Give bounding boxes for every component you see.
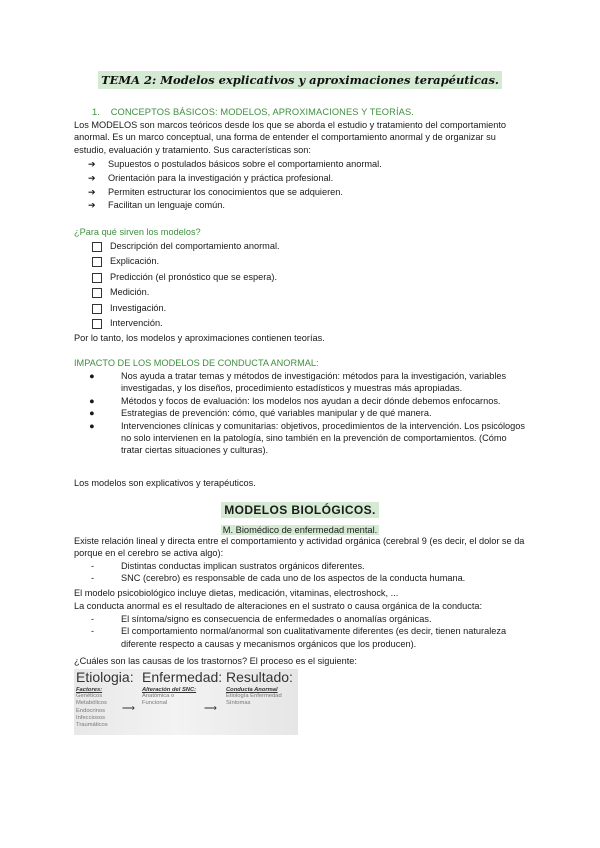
- checklist-item: Predicción (el pronóstico que se espera).: [74, 270, 529, 285]
- section2-question: ¿Cuáles son las causas de los trastornos? El proceso es el siguiente:: [74, 656, 357, 666]
- diagram-header: Enfermedad:: [142, 669, 223, 685]
- checklist-item: Medición.: [74, 285, 529, 300]
- section1-intro: Los MODELOS son marcos teóricos desde los que se aborda el estudio y tratamiento del comportamiento anormal. Es un marco conceptual, una forma de entender el comportamiento anormal y de organizar su estudio, evaluación y tratamiento. Sus características son:: [74, 120, 507, 155]
- bullet-icon: ●: [89, 395, 95, 406]
- list-item: - SNC (cerebro) es responsable de cada uno de los aspectos de la conducta humana.: [91, 573, 466, 584]
- impact-conclusion: Los modelos son explicativos y terapéuticos.: [74, 478, 256, 488]
- dash-bullet-icon: -: [91, 561, 95, 571]
- list-item: ➔ Permiten estructurar los conocimientos que se adquieren.: [74, 186, 529, 200]
- arrow-bullet-icon: ➔: [88, 172, 96, 183]
- checklist-item: Explicación.: [74, 254, 529, 269]
- dash-bullet-icon: -: [91, 626, 95, 637]
- checklist-item: Intervención.: [74, 316, 529, 331]
- diagram-arrow-icon: ⟶: [122, 703, 135, 713]
- diagram-header: Etiologia:: [76, 669, 134, 685]
- checklist-item: Descripción del comportamiento anormal.: [74, 239, 529, 254]
- list-item: ● Estrategias de prevención: cómo, qué variables manipular y de qué manera.: [89, 408, 432, 419]
- section2-subheading: M. Biomédico de enfermedad mental.: [222, 525, 378, 535]
- purpose-conclusion: Por lo tanto, los modelos y aproximaciones contienen teorías.: [74, 333, 325, 343]
- checkbox[interactable]: [92, 288, 102, 298]
- diagram-column-result: Resultado: Conducta Anormal Etiología Enfermedad Síntomas: [226, 669, 293, 707]
- impacts-list: [74, 370, 529, 457]
- dash-bullet-icon: -: [91, 614, 95, 624]
- bullet-icon: ●: [89, 371, 95, 381]
- section2-line2: El modelo psicobiológico incluye dietas, medicación, vitaminas, electroshock, ...: [74, 588, 399, 598]
- diagram-subheader: Conducta Anormal: [226, 687, 278, 693]
- document-title: TEMA 2: Modelos explicativos y aproximaciones terapéuticas.: [98, 71, 502, 89]
- section2-line3: La conducta anormal es el resultado de alteraciones en el sustrato o causa orgánica de la conducta:: [74, 601, 483, 611]
- list-item: - Distintas conductas implican sustratos orgánicos diferentes.: [91, 561, 365, 571]
- arrow-bullet-icon: ➔: [88, 186, 96, 197]
- list-item: ➔ Orientación para la investigación y práctica profesional.: [74, 172, 529, 186]
- bullet-icon: ●: [89, 408, 95, 419]
- purpose-question: ¿Para qué sirven los modelos?: [74, 227, 201, 237]
- checkbox[interactable]: [92, 319, 102, 329]
- bullet-icon: ●: [89, 420, 95, 431]
- impact-heading: IMPACTO DE LOS MODELOS DE CONDUCTA ANORMAL:: [74, 358, 319, 368]
- checkbox[interactable]: [92, 304, 102, 314]
- diagram-arrow-icon: ⟶: [204, 703, 217, 713]
- section2-heading: MODELOS BIOLÓGICOS.: [221, 502, 379, 518]
- purposes-checklist: [74, 239, 529, 331]
- section2-points1: [74, 560, 529, 585]
- section2-points2: [74, 613, 529, 650]
- checkbox[interactable]: [92, 257, 102, 267]
- diagram-column-disease: Enfermedad: Alteración del SNC: Anatómica o Funcional: [142, 669, 223, 707]
- section1-number: 1.: [92, 107, 100, 117]
- checklist-item: Investigación.: [74, 301, 529, 316]
- section1-heading-text: CONCEPTOS BÁSICOS: MODELOS, APROXIMACIONES Y TEORÍAS.: [110, 107, 414, 117]
- list-item: ➔ Supuestos o postulados básicos sobre el comportamiento anormal.: [74, 158, 529, 172]
- characteristics-list: [74, 158, 529, 213]
- checkbox[interactable]: [92, 273, 102, 283]
- section2-intro: Existe relación lineal y directa entre el comportamiento y actividad orgánica (cerebral 9 (es decir, el dolor se da porque en el cerebro se activa algo):: [74, 536, 525, 559]
- diagram-header: Resultado:: [226, 669, 293, 685]
- diagram-subheader: Factores:: [76, 687, 103, 693]
- dash-bullet-icon: -: [91, 573, 95, 584]
- list-item: - El comportamiento normal/anormal son cualitativamente diferentes (es decir, tienen naturaleza diferente respecto a causas y mecanismos orgánicos que los producen).: [91, 626, 507, 649]
- arrow-bullet-icon: ➔: [88, 200, 96, 211]
- checkbox[interactable]: [92, 242, 102, 252]
- diagram-column-etiology: Etiologia: Factores: Genéticos Metabólicos Endocrinos Infecciosos Traumáticos: [76, 669, 134, 729]
- list-item: - El síntoma/signo es consecuencia de enfermedades o anomalías orgánicas.: [91, 614, 432, 624]
- etiology-diagram: [74, 669, 298, 735]
- section1-heading: [92, 107, 414, 117]
- title-container: [0, 71, 600, 89]
- list-item: ➔ Facilitan un lenguaje común.: [74, 199, 529, 213]
- diagram-subheader: Alteración del SNC:: [142, 687, 197, 693]
- arrow-bullet-icon: ➔: [88, 159, 96, 169]
- list-item: ● Intervenciones clínicas y comunitarias: objetivos, procedimientos de la intervención. Los psicólogos no solo intervienen en la patología, sino también en la prevención de comportamientos. (Cómo tratar ciertas situaciones y culturas).: [89, 420, 525, 456]
- section2-heading-container: [0, 501, 600, 519]
- list-item: ● Métodos y focos de evaluación: los modelos nos ayudan a decir dónde debemos enfocarnos.: [89, 395, 501, 406]
- list-item: ● Nos ayuda a tratar temas y métodos de investigación: métodos para la investigación, variables investigadas, y los diseños, procedimiento estadísticos y muestras más apropiadas.: [89, 371, 507, 394]
